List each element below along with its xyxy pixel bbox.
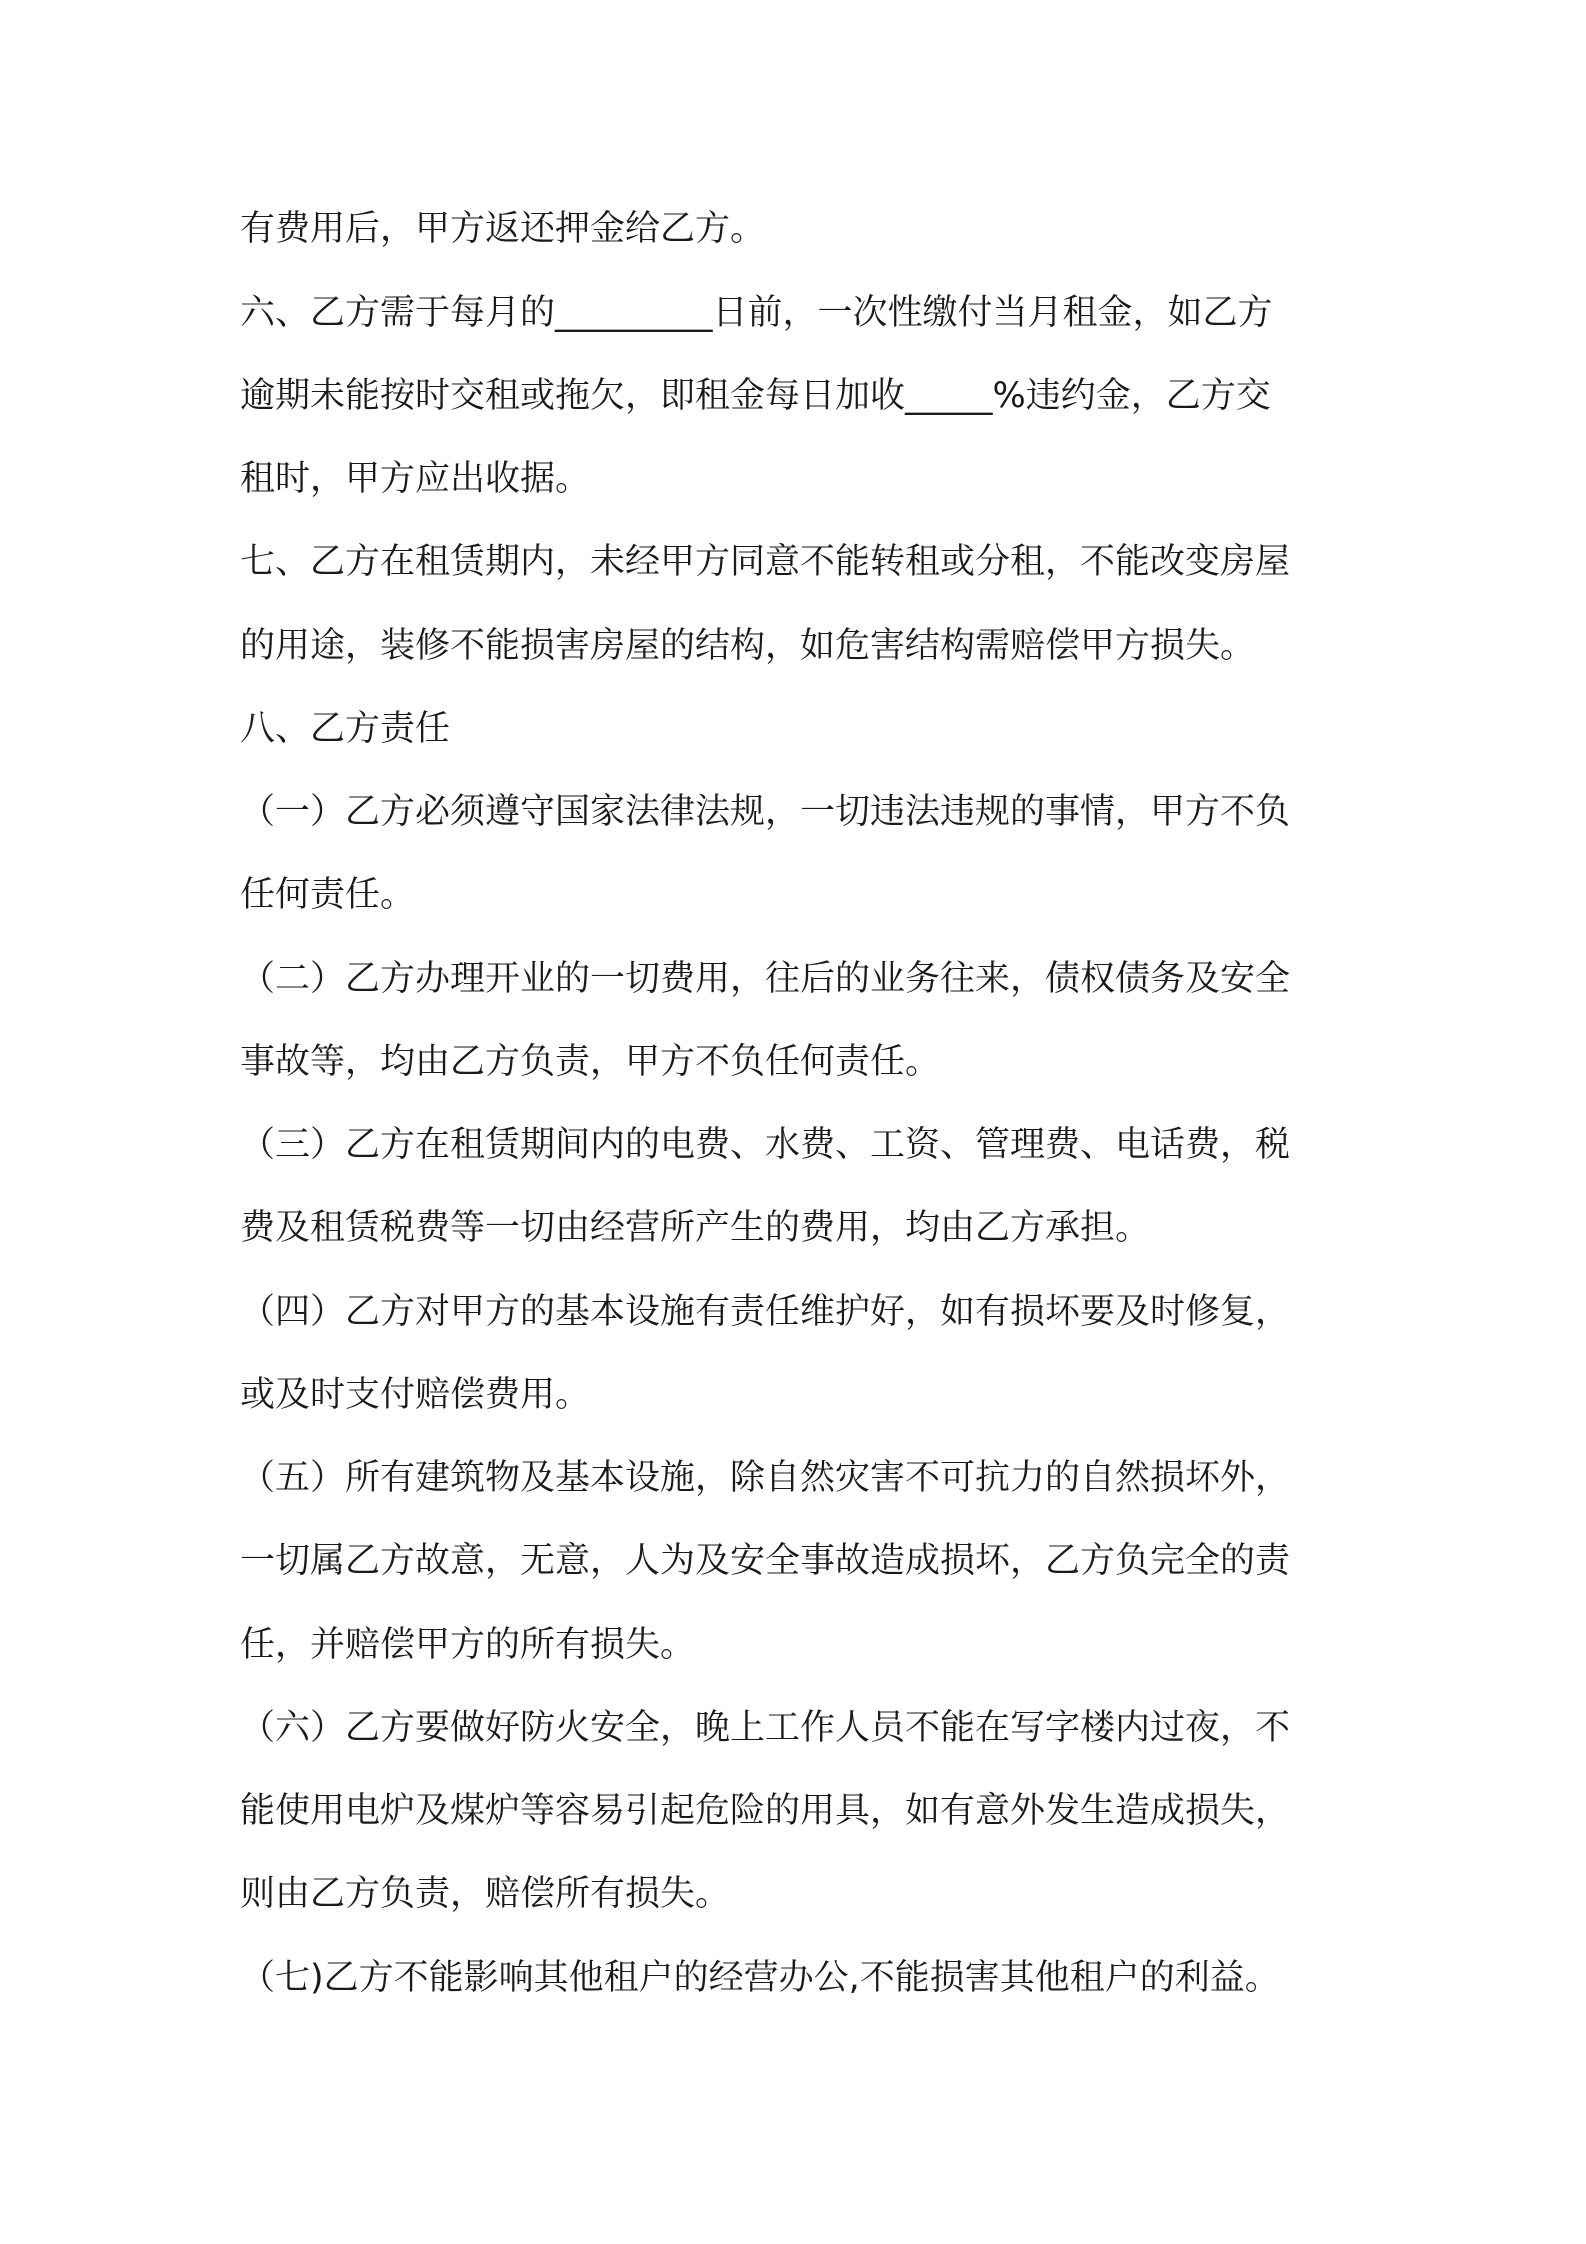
section-heading: 八、乙方责任 [240,709,451,749]
text-line: 六、乙方需于每月的_________日前，一次性缴付当月租金，如乙方 [240,293,1273,333]
text-line: 一切属乙方故意，无意，人为及安全事故造成损坏，乙方负完全的责 [240,1541,1291,1581]
text-line: 逾期未能按时交租或拖欠，即租金每日加收_____%违约金，乙方交 [240,376,1271,416]
text-line: 费及租赁税费等一切由经营所产生的费用，均由乙方承担。 [240,1208,1151,1248]
text-line: 的用途，装修不能损害房屋的结构，如危害结构需赔偿甲方损失。 [240,626,1256,666]
text-line: 租时，甲方应出收据。 [240,459,591,499]
text-line: 则由乙方负责，赔偿所有损失。 [240,1874,731,1914]
text-line: （四）乙方对甲方的基本设施有责任维护好，如有损坏要及时修复， [240,1292,1291,1332]
text-line: （一）乙方必须遵守国家法律法规，一切违法违规的事情，甲方不负 [240,792,1291,832]
text-line: 能使用电炉及煤炉等容易引起危险的用具，如有意外发生造成损失， [240,1791,1291,1831]
text-line: 任，并赔偿甲方的所有损失。 [240,1625,696,1665]
text-line: 或及时支付赔偿费用。 [240,1375,591,1415]
text-line: （五）所有建筑物及基本设施，除自然灾害不可抗力的自然损坏外， [240,1458,1291,1498]
text-line: 任何责任。 [240,875,416,915]
text-line: （六）乙方要做好防火安全，晚上工作人员不能在写字楼内过夜，不 [240,1708,1291,1748]
text-line: （二）乙方办理开业的一切费用，往后的业务往来，债权债务及安全 [240,959,1291,999]
text-line: 有费用后，甲方返还押金给乙方。 [240,209,766,249]
text-line: （七)乙方不能影响其他租户的经营办公,不能损害其他租户的利益。 [240,1958,1280,1998]
text-line: 事故等，均由乙方负责，甲方不负任何责任。 [240,1042,941,1082]
text-line: （三）乙方在租赁期间内的电费、水费、工资、管理费、电话费，税 [240,1125,1291,1165]
text-line: 七、乙方在租赁期内，未经甲方同意不能转租或分租，不能改变房屋 [240,542,1291,582]
